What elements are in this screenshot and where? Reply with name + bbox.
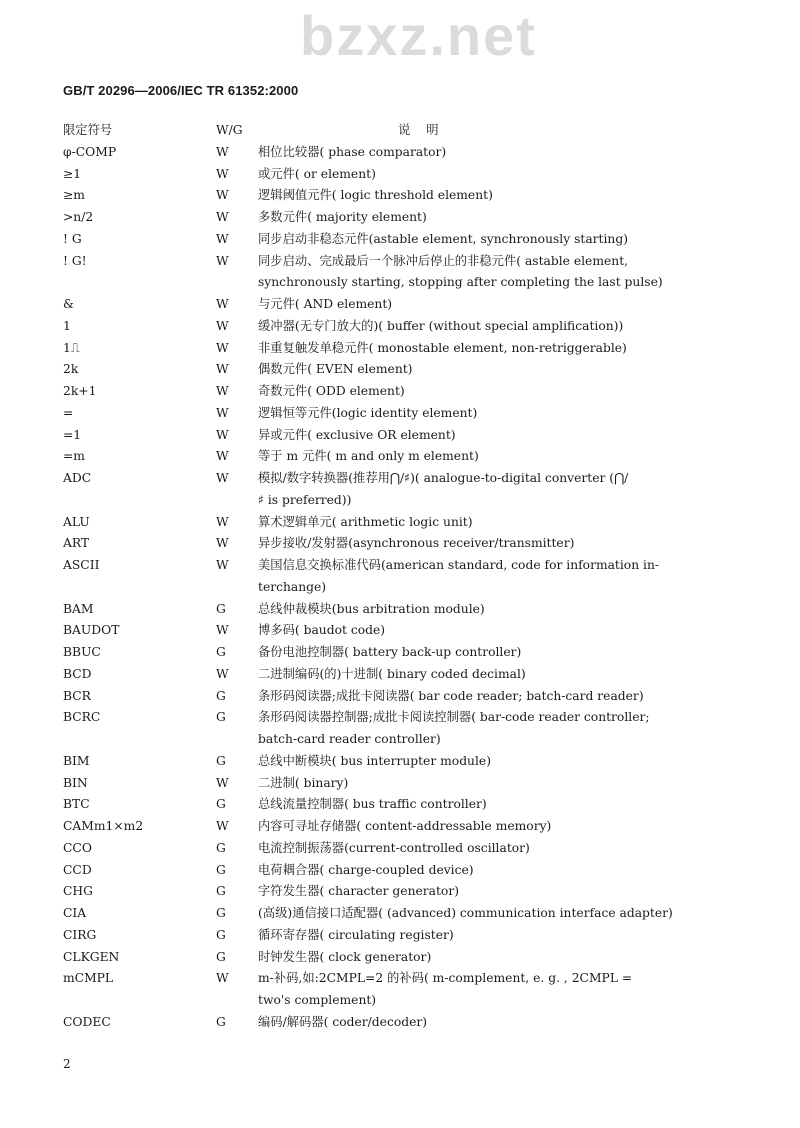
description-line: 多数元件( majority element) [258,210,427,224]
description-line: 二进制编码(的)十进制( binary coded decimal) [258,666,526,681]
watermark: bzxz.net [300,4,537,67]
symbol-cell: BCR [63,688,91,703]
description-line: 编码/解码器( coder/decoder) [258,1014,428,1029]
description-cell [258,860,723,882]
symbol-cell: = [63,405,74,420]
table-row [63,185,723,207]
description-line: 总线仲裁模块(bus arbitration module) [258,601,485,616]
description-cell [258,816,723,838]
description-cell [258,316,723,338]
description-line: 模拟/数字转换器(推荐用⋂/♯)( analogue-to-digital converter (⋂/ [258,471,629,485]
wg-cell: W [216,819,229,833]
wg-cell: W [216,210,229,224]
description-line: m-补码,如:2CMPL=2 的补码( m-complement, e. g. , 2CMPL = [258,971,633,986]
table-row [63,794,723,816]
table-row [63,446,723,468]
wg-cell: W [216,558,229,572]
table-row [63,338,723,360]
symbol-cell: ! G [63,231,82,246]
symbol-cell: ≥1 [63,166,82,181]
description-line: 逻辑恒等元件(logic identity element) [258,405,478,420]
wg-cell: G [216,884,226,899]
symbol-cell: CIA [63,906,87,920]
description-cell [258,620,723,642]
description-cell [258,686,723,708]
table-row [63,903,723,925]
symbol-cell: =m [63,449,85,464]
symbol-cell: 2k [63,362,79,377]
table-row [63,359,723,381]
description-cell [258,707,723,751]
description-line: two's complement) [258,993,377,1007]
wg-cell: W [216,971,229,986]
symbol-cell: BCRC [63,710,101,725]
symbol-cell: =1 [63,427,82,442]
description-cell [258,642,723,664]
description-cell [258,903,723,925]
symbol-cell: CODEC [63,1014,111,1029]
table-row [63,838,723,860]
symbol-cell: & [63,297,74,311]
description-line: 条形码阅读器;成批卡阅读器( bar code reader; batch-card reader) [258,688,644,703]
description-cell [258,185,723,207]
wg-cell: W [216,514,229,529]
wg-cell: W [216,253,229,268]
description-line: 内容可寻址存储器( content-addressable memory) [258,819,552,833]
table-row [63,425,723,447]
description-cell [258,425,723,447]
description-line: 字符发生器( character generator) [258,884,460,899]
table-row [63,925,723,947]
table-row [63,251,723,295]
description-line: 与元件( AND element) [258,297,393,311]
description-cell [258,925,723,947]
symbol-cell: ASCII [63,558,100,572]
description-cell [258,229,723,251]
description-line: 循环寄存器( circulating register) [258,927,454,942]
table-row [63,316,723,338]
symbol-cell: BAM [63,601,94,616]
description-cell [258,468,723,512]
description-line: terchange) [258,579,327,594]
description-cell [258,968,723,1012]
table-row [63,207,723,229]
symbol-table [63,120,723,1034]
description-line: 总线中断模块( bus interrupter module) [258,753,491,768]
description-line: 或元件( or element) [258,166,376,181]
table-row [63,468,723,512]
wg-cell: W [216,471,229,485]
symbol-cell: >n/2 [63,210,94,224]
table-row [63,1012,723,1034]
symbol-cell: ! G! [63,253,87,268]
description-cell [258,338,723,360]
description-line: 奇数元件( ODD element) [258,384,405,398]
wg-cell: G [216,1014,226,1029]
table-row [63,555,723,599]
symbol-cell: BBUC [63,645,101,659]
wg-cell: G [216,840,226,855]
description-line: 缓冲器(无专门放大的)( buffer (without special amplification)) [258,318,624,333]
description-line: 非重复触发单稳元件( monostable element, non-retriggerable) [258,340,627,355]
wg-cell: G [216,862,226,877]
document-header: GB/T 20296—2006/IEC TR 61352:2000 [63,83,299,98]
description-cell [258,599,723,621]
wg-cell: W [216,666,229,681]
symbol-cell: ADC [63,471,92,485]
description-line: 相位比较器( phase comparator) [258,144,447,159]
table-row [63,664,723,686]
description-line: ♯ is preferred)) [258,492,352,507]
symbol-cell: ≥m [63,188,85,203]
table-row [63,686,723,708]
table-row [63,968,723,1012]
symbol-cell: BIN [63,775,88,790]
table-row [63,229,723,251]
description-cell [258,555,723,599]
table-row [63,142,723,164]
description-cell [258,773,723,795]
wg-cell: W [216,231,229,246]
description-cell [258,381,723,403]
description-cell [258,947,723,969]
description-cell [258,751,723,773]
table-row [63,860,723,882]
wg-cell: W [216,536,229,551]
table-row [63,164,723,186]
column-header-wg: W/G [216,123,243,137]
wg-cell: G [216,797,226,812]
description-line: 条形码阅读器控制器;成批卡阅读控制器( bar-code reader controller; [258,710,650,725]
wg-cell: W [216,362,229,377]
symbol-cell: φ-COMP [63,144,117,159]
table-row [63,294,723,316]
table-row [63,642,723,664]
table-row [63,381,723,403]
description-line: synchronously starting, stopping after completing the last pulse) [258,275,663,290]
wg-cell: G [216,645,226,659]
description-line: 备份电池控制器( battery back-up controller) [258,645,522,659]
description-cell [258,881,723,903]
symbol-cell: CCO [63,840,92,855]
description-cell [258,142,723,164]
description-cell [258,359,723,381]
table-row [63,403,723,425]
description-line: 等于 m 元件( m and only m element) [258,449,479,464]
wg-cell: G [216,927,226,942]
description-cell [258,403,723,425]
table-row [63,881,723,903]
wg-cell: W [216,384,229,398]
description-line: batch-card reader controller) [258,732,441,746]
table-row [63,533,723,555]
table-row [63,773,723,795]
symbol-cell: mCMPL [63,971,114,986]
wg-cell: W [216,449,229,464]
wg-cell: W [216,623,229,638]
symbol-cell: 2k+1 [63,384,97,398]
table-row [63,947,723,969]
description-line: 电荷耦合器( charge-coupled device) [258,862,474,877]
description-cell [258,164,723,186]
symbol-cell: 1 [63,318,71,333]
symbol-cell: BCD [63,666,92,681]
description-cell [258,251,723,295]
description-cell [258,1012,723,1034]
wg-cell: G [216,601,226,616]
description-cell [258,533,723,555]
description-line: 总线流量控制器( bus traffic controller) [258,797,487,812]
description-cell [258,207,723,229]
wg-cell: G [216,688,226,703]
description-cell [258,794,723,816]
symbol-cell: BIM [63,753,90,768]
description-line: 二进制( binary) [258,775,349,790]
wg-cell: W [216,297,229,311]
symbol-cell: CIRG [63,927,97,942]
table-row [63,620,723,642]
wg-cell: G [216,710,226,725]
description-cell [258,838,723,860]
description-line: 异或元件( exclusive OR element) [258,427,456,442]
description-cell [258,512,723,534]
wg-cell: W [216,427,229,442]
table-header [63,120,723,142]
wg-cell: W [216,318,229,333]
description-line: 时钟发生器( clock generator) [258,949,432,964]
description-line: 同步启动非稳态元件(astable element, synchronously starting) [258,231,629,246]
description-line: 电流控制振荡器(current-controlled oscillator) [258,840,530,855]
wg-cell: G [216,906,226,920]
symbol-cell: CHG [63,884,93,899]
column-header-description: 说明 [398,123,455,137]
description-line: 异步接收/发射器(asynchronous receiver/transmitter) [258,536,575,551]
table-row [63,512,723,534]
table-body [63,142,723,1034]
table-row [63,816,723,838]
description-line: 算术逻辑单元( arithmetic logic unit) [258,514,473,529]
symbol-cell: ART [63,536,90,551]
description-line: (高级)通信接口适配器( (advanced) communication interface adapter) [258,906,673,920]
description-line: 美国信息交换标准代码(american standard, code for information in- [258,558,660,572]
wg-cell: G [216,949,226,964]
symbol-cell: CCD [63,862,92,877]
wg-cell: W [216,188,229,203]
description-cell [258,664,723,686]
table-row [63,599,723,621]
column-header-symbol: 限定符号 [63,123,113,137]
symbol-cell: 1⎍ [63,340,80,355]
description-line: 偶数元件( EVEN element) [258,362,413,377]
wg-cell: W [216,340,229,355]
symbol-cell: CLKGEN [63,949,120,964]
wg-cell: W [216,775,229,790]
description-line: 逻辑阈值元件( logic threshold element) [258,188,493,203]
table-row [63,751,723,773]
table-row [63,707,723,751]
wg-cell: W [216,144,229,159]
description-line: 博多码( baudot code) [258,623,386,638]
symbol-cell: CAMm1×m2 [63,819,144,833]
page-number: 2 [63,1057,71,1071]
wg-cell: W [216,405,229,420]
wg-cell: W [216,166,229,181]
symbol-cell: BAUDOT [63,623,120,638]
description-cell [258,294,723,316]
symbol-cell: ALU [63,514,90,529]
wg-cell: G [216,753,226,768]
description-line: 同步启动、完成最后一个脉冲后停止的非稳元件( astable element, [258,253,629,268]
symbol-cell: BTC [63,797,90,812]
description-cell [258,446,723,468]
